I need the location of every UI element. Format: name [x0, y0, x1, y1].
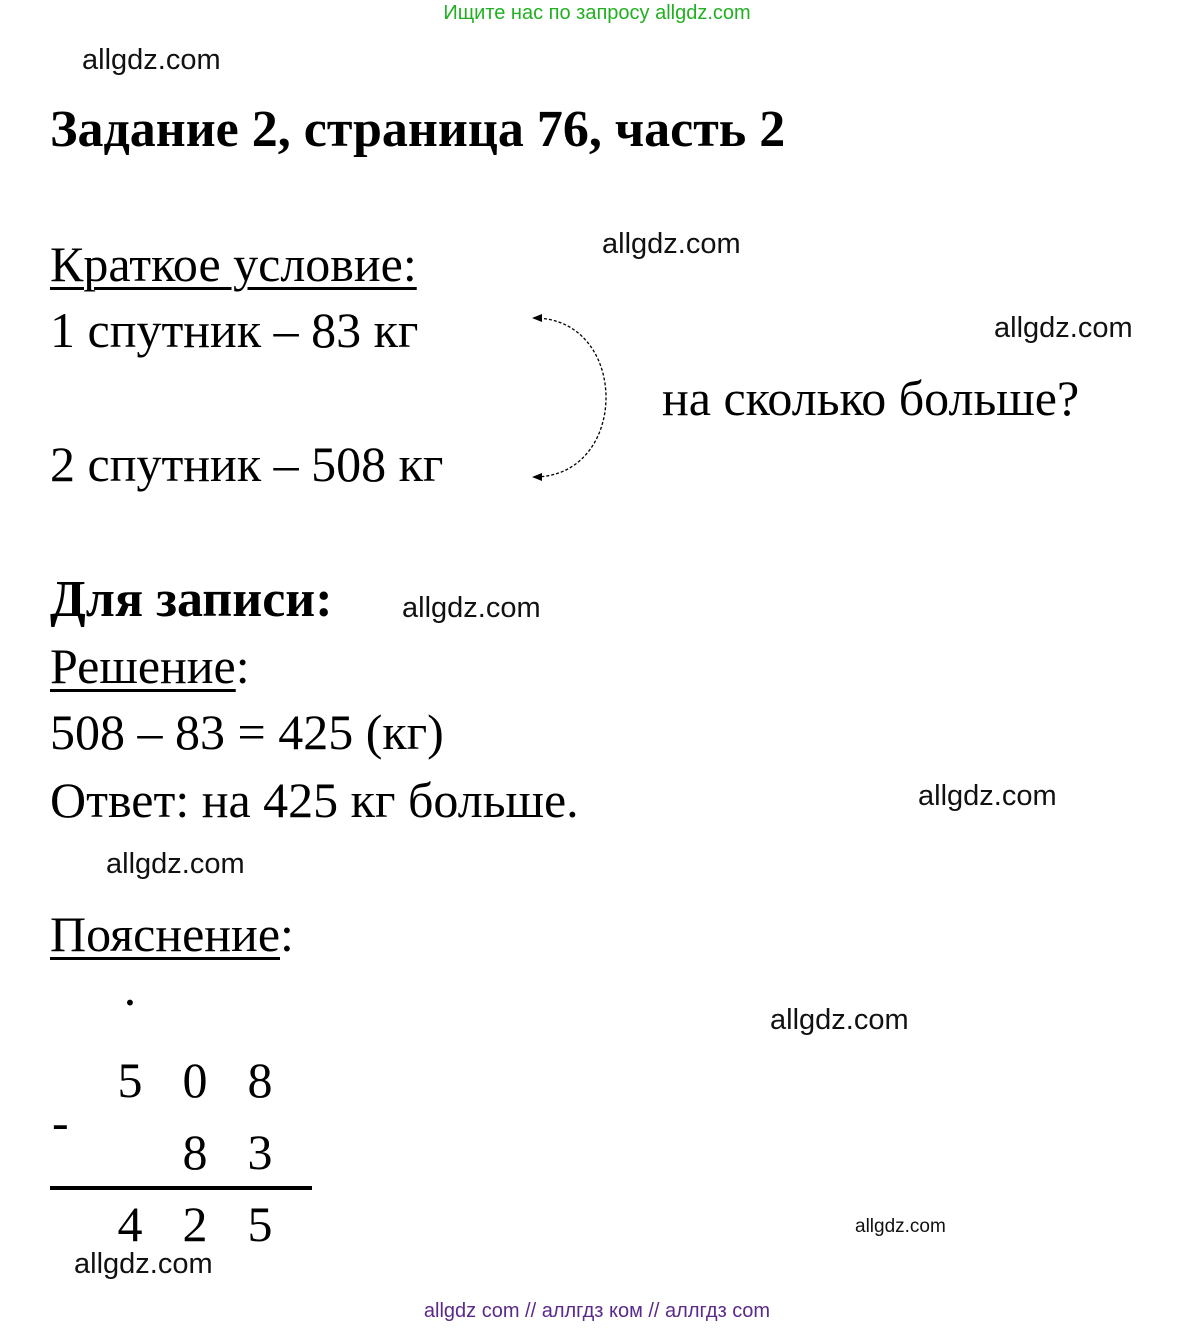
result-digit: 5 [247, 1196, 273, 1252]
bottom-banner: allgdz com // аллгдз ком // аллгдз com [423, 1300, 771, 1322]
borrow-dot: · [121, 974, 139, 1030]
explanation-label: Пояснение [50, 906, 281, 962]
result-digit: 2 [182, 1196, 208, 1252]
subtrahend-digit: 8 [182, 1124, 208, 1180]
solution-label: Решение [50, 638, 236, 694]
solution-colon: : [235, 638, 250, 694]
watermark: allgdz.com [402, 592, 541, 624]
solution-equation: 508 – 83 = 425 (кг) [50, 704, 444, 760]
minuend-digit: 5 [117, 1052, 143, 1108]
watermark: allgdz.com [82, 44, 221, 76]
answer-line: Ответ: на 425 кг больше. [50, 772, 579, 828]
watermark: allgdz.com [770, 1004, 909, 1036]
solution-label-row [50, 636, 250, 696]
subtraction-rule [50, 1186, 312, 1190]
minuend-digit: 8 [247, 1052, 273, 1108]
watermark: allgdz.com [918, 780, 1057, 812]
condition-line-2: 2 спутник – 508 кг [50, 436, 444, 492]
top-banner: Ищите нас по запросу allgdz.com [443, 2, 751, 24]
minus-sign: - [52, 1094, 69, 1150]
watermark: allgdz.com [602, 228, 741, 260]
comparison-arc-arrow [520, 305, 630, 490]
watermark: allgdz.com [74, 1248, 213, 1280]
result-digit: 4 [117, 1196, 143, 1252]
minuend-digit: 0 [182, 1052, 208, 1108]
condition-question: на сколько больше? [662, 370, 1080, 426]
watermark: allgdz.com [855, 1216, 946, 1237]
explanation-label-row [50, 904, 294, 964]
condition-heading: Краткое условие: [50, 236, 417, 292]
page-title: Задание 2, страница 76, часть 2 [50, 101, 786, 158]
watermark: allgdz.com [106, 848, 245, 880]
record-heading: Для записи: [50, 571, 333, 628]
condition-line-1: 1 спутник – 83 кг [50, 302, 419, 358]
explanation-colon: : [280, 906, 294, 962]
subtrahend-digit: 3 [247, 1124, 273, 1180]
watermark: allgdz.com [994, 312, 1133, 344]
